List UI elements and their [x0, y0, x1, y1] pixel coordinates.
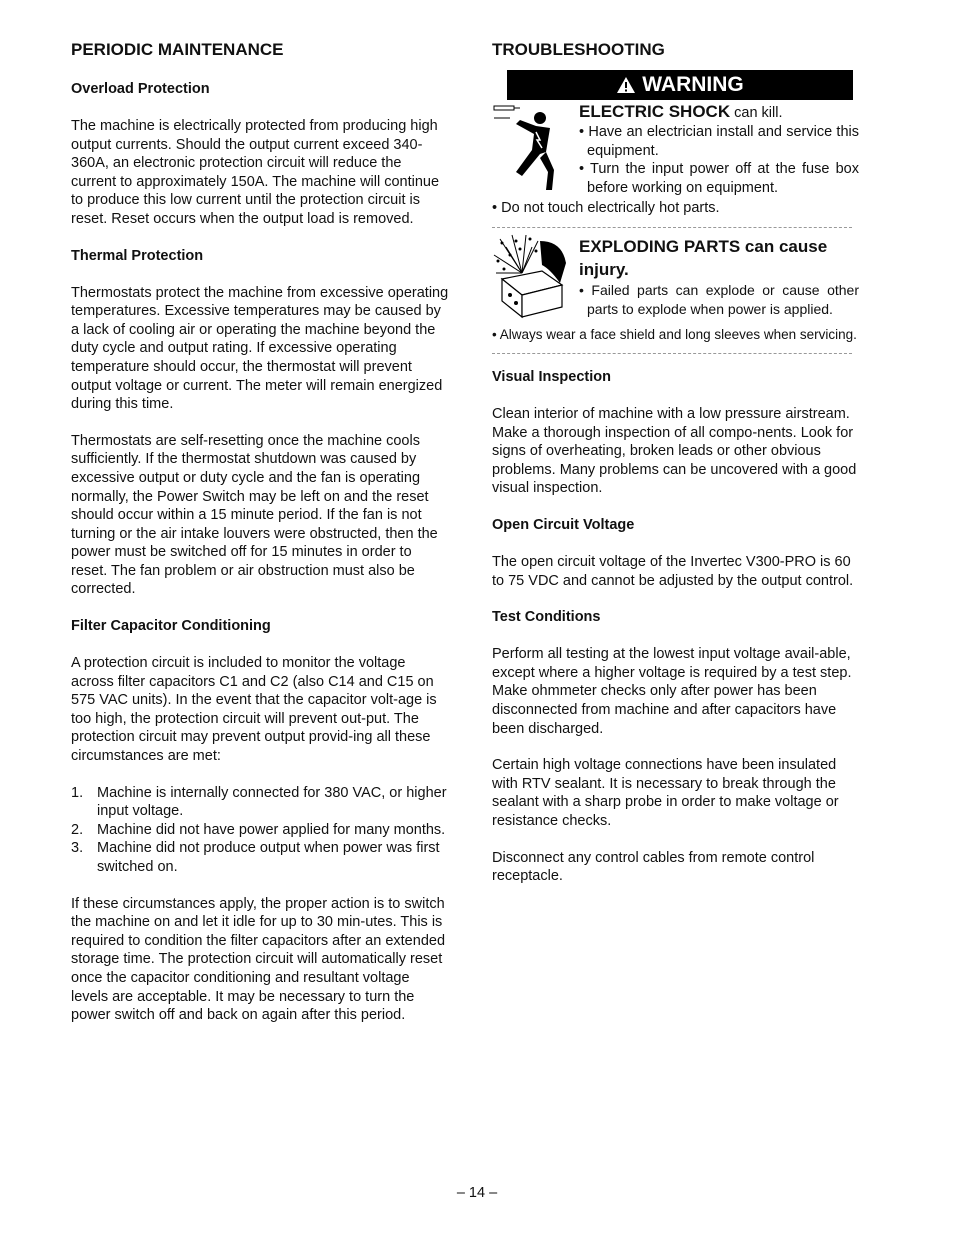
warning-label: WARNING — [642, 73, 744, 96]
heading-test-conditions: Test Conditions — [492, 609, 601, 626]
heading-open-circuit-voltage: Open Circuit Voltage — [492, 516, 635, 533]
shock-bullet-3: • Do not touch electrically hot parts. — [492, 200, 720, 216]
list-item: 3. Machine did not produce output when power was first switched on. — [71, 840, 440, 875]
thermal-text-1: Thermostats protect the machine from excessive operating temperatures. Excessive temperatures may be caused by a lack of cooling air or operating the machine beyond the duty cycle and output rating. If excessive operating temperature should occur, the thermostat will prevent output voltage or current. The meter will remain energized during this time. — [71, 284, 449, 413]
conditions-list — [71, 784, 449, 877]
visual-inspection-text: Clean interior of machine with a low pressure airstream. Make a thorough inspection of all compo-nents. Look for signs of overheating, broken leads or other obvious problems. Many problems can be uncovered with a good visual inspection. — [492, 406, 857, 497]
heading-filter-capacitor: Filter Capacitor Conditioning — [71, 618, 271, 635]
exploding-parts-heading: EXPLODING PARTS can cause injury. — [579, 237, 828, 279]
right-lower-sections — [492, 368, 866, 886]
electric-shock-icon — [492, 104, 572, 200]
shock-bullet-1: • Have an electrician install and service this equipment. — [579, 124, 859, 159]
shock-bullet-2: • Turn the input power off at the fuse box before working on equipment. — [579, 161, 859, 196]
electric-shock-suffix: can kill. — [730, 105, 783, 121]
section-title-troubleshooting: TROUBLESHOOTING — [492, 40, 665, 59]
explode-bullet-2: • Always wear a face shield and long sleeves when servicing. — [492, 327, 857, 342]
overload-text: The machine is electrically protected from producing high output currents. Should the output current exceed 340-360A, an electronic protection circuit will reduce the current to approximately 150A. The machine will continue to produce this low current until the protection circuit is reset. Reset occurs when the output load is removed. — [71, 118, 440, 227]
warning-banner — [507, 70, 853, 100]
filter-text-2: If these circumstances apply, the proper action is to switch the machine on and let it idle for up to 30 min-utes. This is required to condition the filter capacitors after an extended storage time. The protection circuit will automatically reset once the capacitor conditioning and resultant voltage levels are acceptable. It may be necessary to turn the power switch off and back on again after this period. — [71, 895, 446, 1024]
filter-text-1: A protection circuit is included to monitor the voltage across filter capacitors C1 and C2 (also C14 and C15 on 575 VAC units). In the event that the capacitor volt-age is too high, the protection circuit will prevent out-put. The protection circuit may prevent output provid-ing all these circumstances are met: — [71, 655, 437, 765]
exploding-parts-block — [579, 235, 859, 319]
ocv-text: The open circuit voltage of the Invertec V300-PRO is 60 to 75 VDC and cannot be adjusted by the output control. — [492, 553, 854, 589]
thermal-text-2: Thermostats are self-resetting once the machine cools sufficiently. If the thermostat shutdown was caused by excessive output or duty cycle and the fan is operating normally, the Power Switch may be left on and the reset should occur within a 15 minute period. If the fan is not turning or the air intake louvers were obstructed, then the power must be switched off for 15 minutes in order to reset. The fan problem or air obstruction must also be corrected. — [71, 432, 438, 598]
section-title-periodic-maintenance: PERIODIC MAINTENANCE — [71, 40, 284, 59]
heading-visual-inspection: Visual Inspection — [492, 369, 611, 385]
exploding-parts-icon — [492, 233, 574, 321]
test-text-1: Perform all testing at the lowest input voltage avail-able, except where a higher voltage is required by a test step. Make ohmmeter checks only after power has been disconnected from machine and after capacitors have been discharged. — [492, 646, 852, 737]
test-text-3: Disconnect any control cables from remote control receptacle. — [492, 849, 815, 885]
test-text-2: Certain high voltage connections have been insulated with RTV sealant. It is necessary to break through the sealant with a sharp probe in order to make voltage or resistance checks. — [492, 757, 839, 829]
warning-triangle-icon — [616, 76, 636, 94]
left-column — [71, 38, 449, 1025]
electric-shock-heading: ELECTRIC SHOCK — [579, 102, 731, 121]
explode-bullet-1: • Failed parts can explode or cause other parts to explode when power is applied. — [579, 282, 859, 317]
heading-overload-protection: Overload Protection — [71, 81, 210, 97]
divider — [492, 227, 852, 228]
electric-shock-block — [579, 102, 859, 197]
list-item: 1. Machine is internally connected for 380 VAC, or higher input voltage. — [71, 784, 447, 820]
list-item: 2. Machine did not have power applied for many months. — [71, 821, 446, 838]
page-number: – 14 – — [456, 1185, 498, 1201]
divider — [492, 353, 852, 354]
heading-thermal-protection: Thermal Protection — [71, 247, 204, 264]
